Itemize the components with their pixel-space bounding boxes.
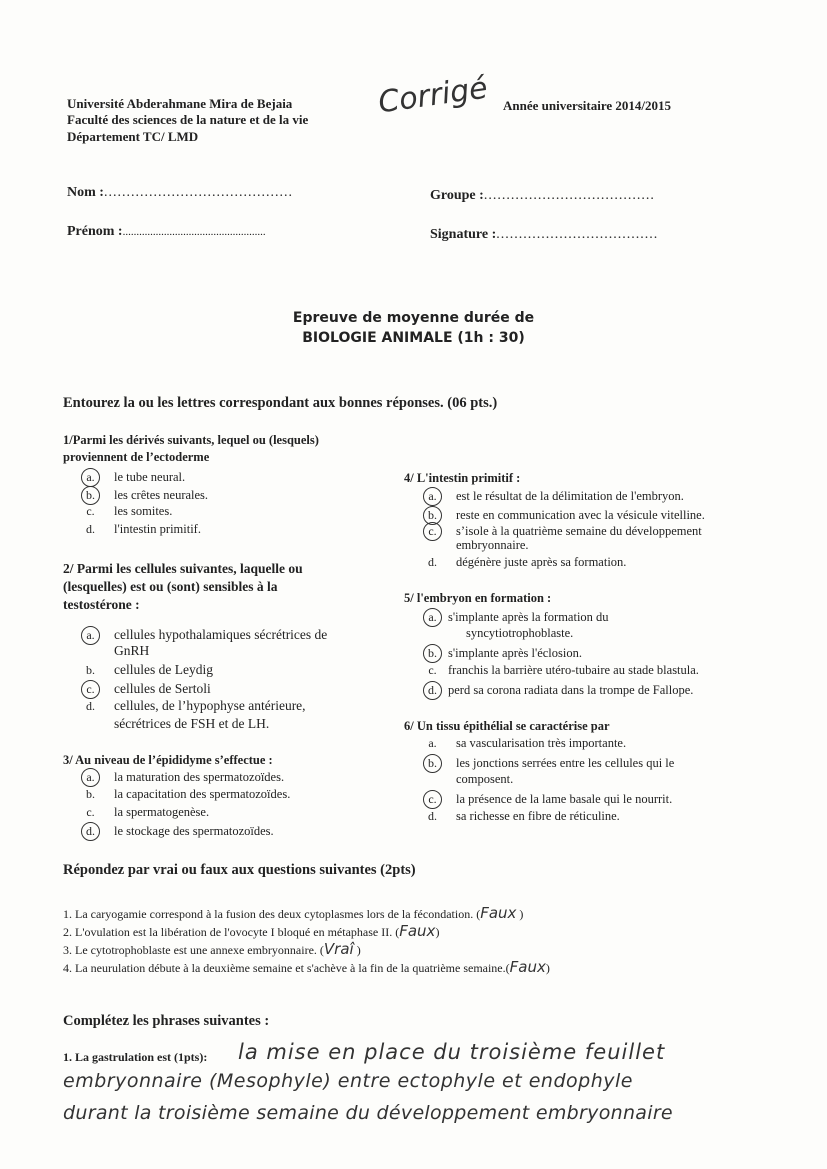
q1-option-a[interactable]: a. le tube neural. bbox=[81, 468, 185, 487]
q2-option-a-cont: GnRH bbox=[114, 643, 150, 658]
faculty-name: Faculté des sciences de la nature et de la vie bbox=[67, 112, 309, 127]
q6-option-d[interactable]: d. sa richesse en fibre de réticuline. bbox=[428, 809, 620, 823]
q2-option-d[interactable]: d. cellules, de l’hypophyse antérieure, bbox=[86, 698, 306, 713]
section3-instruction: Complétez les phrases suivantes : bbox=[63, 1013, 270, 1029]
q4-title: 4/ L'intestin primitif : bbox=[404, 471, 521, 485]
q6-option-a[interactable]: a. sa vascularisation très importante. bbox=[428, 736, 627, 750]
q5-title: 5/ l'embryon en formation : bbox=[404, 591, 552, 605]
q3-option-c[interactable]: c. la spermatogenèse. bbox=[86, 805, 210, 819]
answer-4: Faux bbox=[509, 958, 546, 976]
q4-option-a[interactable]: a. est le résultat de la délimitation de l'embryon. bbox=[423, 487, 684, 506]
q4-option-b[interactable]: b. reste en communication avec la vésicule vitelline. bbox=[423, 506, 705, 525]
q4-option-c[interactable]: c. s’isole à la quatrième semaine du développement bbox=[423, 522, 702, 541]
handwritten-answer-line1: la mise en place du troisième feuillet bbox=[238, 1040, 666, 1064]
q5-option-d[interactable]: d. perd sa corona radiata dans la trompe de Fallope. bbox=[423, 681, 693, 700]
q4-option-d[interactable]: d. dégénère juste après sa formation. bbox=[428, 555, 627, 569]
q5-option-a[interactable]: a. s'implante après la formation du bbox=[423, 608, 609, 627]
q4-option-c-cont: embryonnaire. bbox=[456, 538, 529, 552]
department-name: Département TC/ LMD bbox=[67, 129, 199, 144]
q1-option-b[interactable]: b. les crêtes neurales. bbox=[81, 486, 208, 505]
q6-option-c[interactable]: c. la présence de la lame basale qui le nourrit. bbox=[423, 790, 672, 809]
answer-1: Faux bbox=[480, 904, 517, 922]
corrige-stamp: Corrigé bbox=[376, 70, 490, 121]
q2-option-d-cont: sécrétrices de FSH et de LH. bbox=[114, 716, 270, 731]
q5-option-c[interactable]: c. franchis la barrière utéro-tubaire au stade blastula. bbox=[428, 663, 699, 677]
truefalse-item-2: 2. L'ovulation est la libération de l'ovocyte I bloqué en métaphase II. (Faux) bbox=[63, 922, 440, 940]
truefalse-item-3: 3. Le cytotrophoblaste est une annexe embryonnaire. (Vraî ) bbox=[63, 940, 361, 958]
handwritten-answer-line2: embryonnaire (Mesophyle) entre ectophyle et endophyle bbox=[63, 1070, 633, 1092]
exam-subject: BIOLOGIE ANIMALE (1h : 30) bbox=[302, 330, 525, 346]
prenom-label: Prénom :.................................................... bbox=[67, 224, 266, 239]
section1-instruction: Entourez la ou les lettres correspondant aux bonnes réponses. (06 pts.) bbox=[63, 395, 498, 411]
handwritten-answer-line3: durant la troisième semaine du développement embryonnaire bbox=[63, 1102, 673, 1124]
q2-option-b[interactable]: b. cellules de Leydig bbox=[86, 662, 213, 677]
q2-option-a[interactable]: a. cellules hypothalamiques sécrétrices de bbox=[81, 626, 327, 645]
q6-option-b-cont: composent. bbox=[456, 772, 514, 786]
gastrulation-label: 1. La gastrulation est (1pts): bbox=[63, 1050, 208, 1064]
q2-option-c[interactable]: c. cellules de Sertoli bbox=[81, 680, 211, 699]
q3-option-b[interactable]: b. la capacitation des spermatozoïdes. bbox=[86, 787, 291, 801]
groupe-label: Groupe :...................................... bbox=[430, 188, 655, 203]
q5-option-a-cont: syncytiotrophoblaste. bbox=[466, 626, 574, 640]
q6-option-b[interactable]: b. les jonctions serrées entre les cellules qui le bbox=[423, 754, 674, 773]
section2-instruction: Répondez par vrai ou faux aux questions suivantes (2pts) bbox=[63, 862, 416, 878]
answer-2: Faux bbox=[399, 922, 436, 940]
answer-3: Vraî bbox=[323, 940, 354, 958]
q1-option-d[interactable]: d. l'intestin primitif. bbox=[86, 522, 201, 536]
q3-title: 3/ Au niveau de l’épididyme s’effectue : bbox=[63, 753, 273, 767]
q5-option-b[interactable]: b. s'implante après l'éclosion. bbox=[423, 644, 582, 663]
truefalse-item-1: 1. La caryogamie correspond à la fusion des deux cytoplasmes lors de la fécondation. (Faux ) bbox=[63, 904, 524, 922]
exam-title: Epreuve de moyenne durée de bbox=[292, 310, 535, 326]
truefalse-item-4: 4. La neurulation débute à la deuxième semaine et s'achève à la fin de la quatrième semaine.(Faux) bbox=[63, 958, 550, 976]
q2-title: 2/ Parmi les cellules suivantes, laquelle ou (lesquelles) est ou (sont) sensibles à la testostérone : bbox=[63, 561, 303, 612]
q1-title: 1/Parmi les dérivés suivants, lequel ou (lesquels) proviennent de l’ectoderme bbox=[63, 433, 319, 464]
nom-label: Nom :.......................................... bbox=[67, 185, 293, 200]
academic-year: Année universitaire 2014/2015 bbox=[503, 98, 672, 113]
q1-option-c[interactable]: c. les somites. bbox=[86, 504, 173, 518]
q6-title: 6/ Un tissu épithélial se caractérise par bbox=[404, 719, 610, 733]
q3-option-d[interactable]: d. le stockage des spermatozoïdes. bbox=[81, 822, 274, 841]
q3-option-a[interactable]: a. la maturation des spermatozoïdes. bbox=[81, 768, 284, 787]
university-name: Université Abderahmane Mira de Bejaia bbox=[67, 96, 293, 111]
signature-label: Signature :.................................... bbox=[430, 227, 659, 242]
